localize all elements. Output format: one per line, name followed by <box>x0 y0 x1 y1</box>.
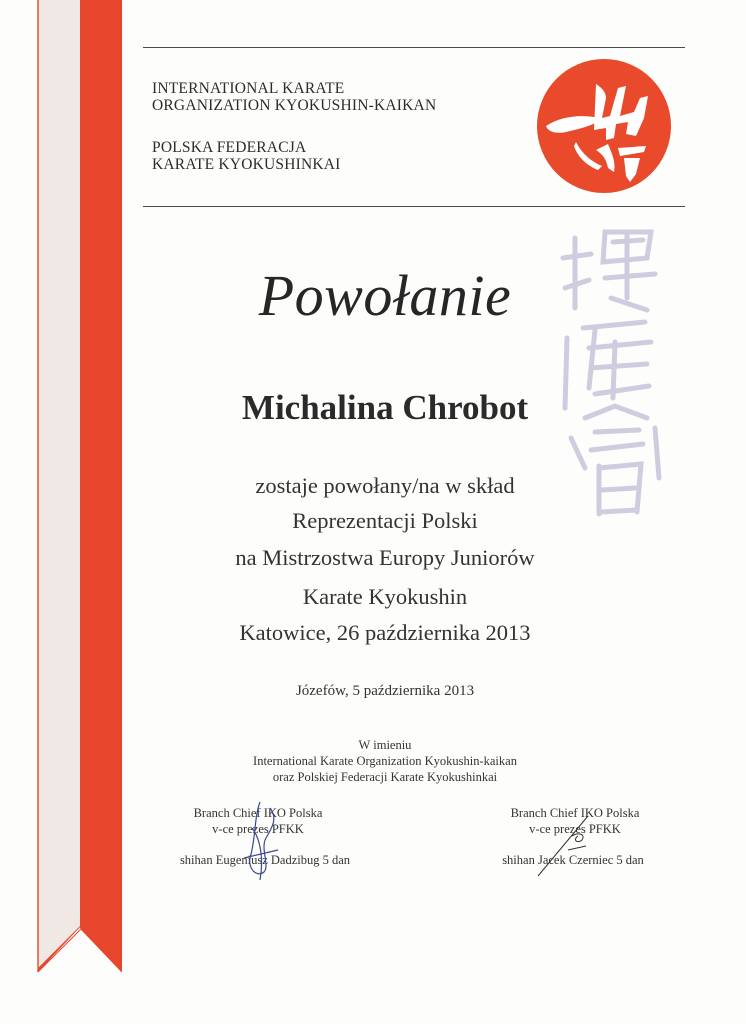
signatory-right-role: Branch Chief IKO Polska <box>510 806 640 820</box>
org-en-line2: ORGANIZATION KYOKUSHIN-KAIKAN <box>152 97 437 114</box>
org-name-english <box>152 80 436 114</box>
recipient-name: Michalina Chrobot <box>241 388 529 427</box>
certificate-title: Powołanie <box>258 263 512 328</box>
on-behalf-line2: International Karate Organization Kyokushin-kaikan <box>253 754 517 768</box>
header-top-divider <box>143 47 685 48</box>
body-line-4: Karate Kyokushin <box>302 584 468 609</box>
header-bottom-divider <box>143 206 685 207</box>
on-behalf-line3: oraz Polskiej Federacji Karate Kyokushinkai <box>272 770 498 784</box>
on-behalf-block <box>140 737 630 785</box>
kanji-ichigeki-logo-icon <box>536 58 672 194</box>
org-name-polish <box>152 139 341 173</box>
body-line-2: Reprezentacji Polski <box>292 508 478 533</box>
issue-place-date: Józefów, 5 października 2013 <box>295 683 475 699</box>
on-behalf-line1: W imieniu <box>358 738 412 752</box>
body-line-1: zostaje powołany/na w skład <box>255 473 515 498</box>
org-pl-line1: POLSKA FEDERACJA <box>152 139 307 156</box>
signature-right-mark <box>528 810 598 880</box>
org-en-line1: INTERNATIONAL KARATE <box>152 80 345 97</box>
org-pl-line2: KARATE KYOKUSHINKAI <box>152 156 341 173</box>
signatory-right-title: v-ce prezes PFKK <box>529 822 621 836</box>
signatory-right-name-line: shihan Jacek Czerniec 5 dan <box>502 853 644 867</box>
signatory-left-name-line: shihan Eugeniusz Dadzibug 5 dan <box>179 853 351 867</box>
signatory-left-title: v-ce prezes PFKK <box>212 822 304 836</box>
signatory-left-role: Branch Chief IKO Polska <box>193 806 323 820</box>
body-line-5: Katowice, 26 października 2013 <box>239 620 531 645</box>
signature-left-mark <box>230 798 290 884</box>
red-ribbon <box>0 0 140 1024</box>
body-line-3: na Mistrzostwa Europy Juniorów <box>235 545 535 570</box>
